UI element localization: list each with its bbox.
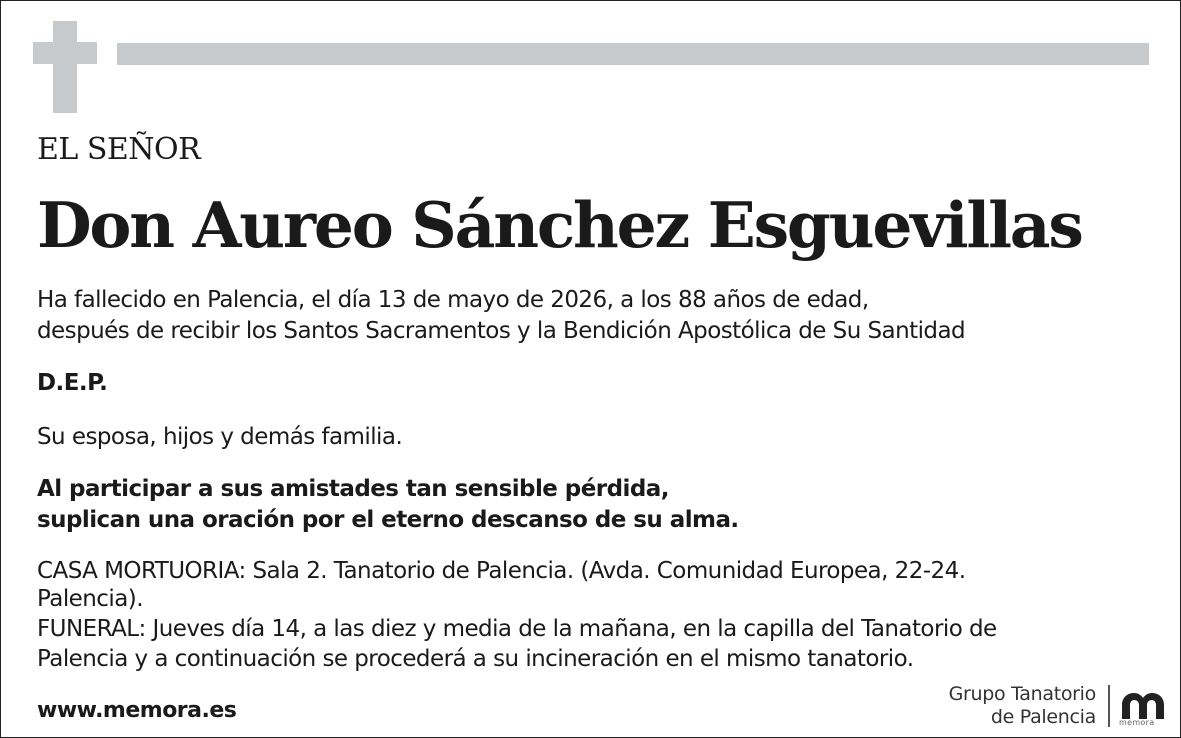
request-line-2: suplican una oración por el eterno descanso de su alma. (37, 507, 739, 533)
deceased-name: Don Aureo Sánchez Esguevillas (37, 188, 1082, 262)
funeral-line-1: FUNERAL: Jueves día 14, a las diez y media de la mañana, en la capilla del Tanatorio de (37, 616, 997, 642)
cross-icon-horizontal (33, 42, 97, 64)
rip-text: D.E.P. (37, 370, 108, 396)
logo-caption: memora (1119, 718, 1155, 727)
request-line-1: Al participar a sus amistades tan sensible pérdida, (37, 476, 669, 502)
tanatorio-logo-text (949, 683, 1096, 729)
header-rule (117, 43, 1149, 65)
casa-mortuoria-line-1: CASA MORTUORIA: Sala 2. Tanatorio de Palencia. (Avda. Comunidad Europea, 22-24. (37, 558, 966, 584)
cross-icon (53, 21, 77, 113)
funeral-line-2: Palencia y a continuación se procederá a su incineración en el mismo tanatorio. (37, 646, 914, 672)
family-text: Su esposa, hijos y demás familia. (37, 424, 403, 450)
website-link[interactable]: www.memora.es (37, 698, 237, 723)
logo-line-1: Grupo Tanatorio (948, 683, 1096, 705)
casa-mortuoria-line-2: Palencia). (37, 586, 143, 612)
title-prefix: EL SEÑOR (37, 132, 201, 167)
logo-line-2: de Palencia (990, 706, 1096, 728)
death-info-line-2: después de recibir los Santos Sacramentos y la Bendición Apostólica de Su Santidad (37, 318, 966, 344)
logo-divider (1108, 685, 1110, 727)
death-info-line-1: Ha fallecido en Palencia, el día 13 de mayo de 2026, a los 88 años de edad, (37, 287, 869, 313)
